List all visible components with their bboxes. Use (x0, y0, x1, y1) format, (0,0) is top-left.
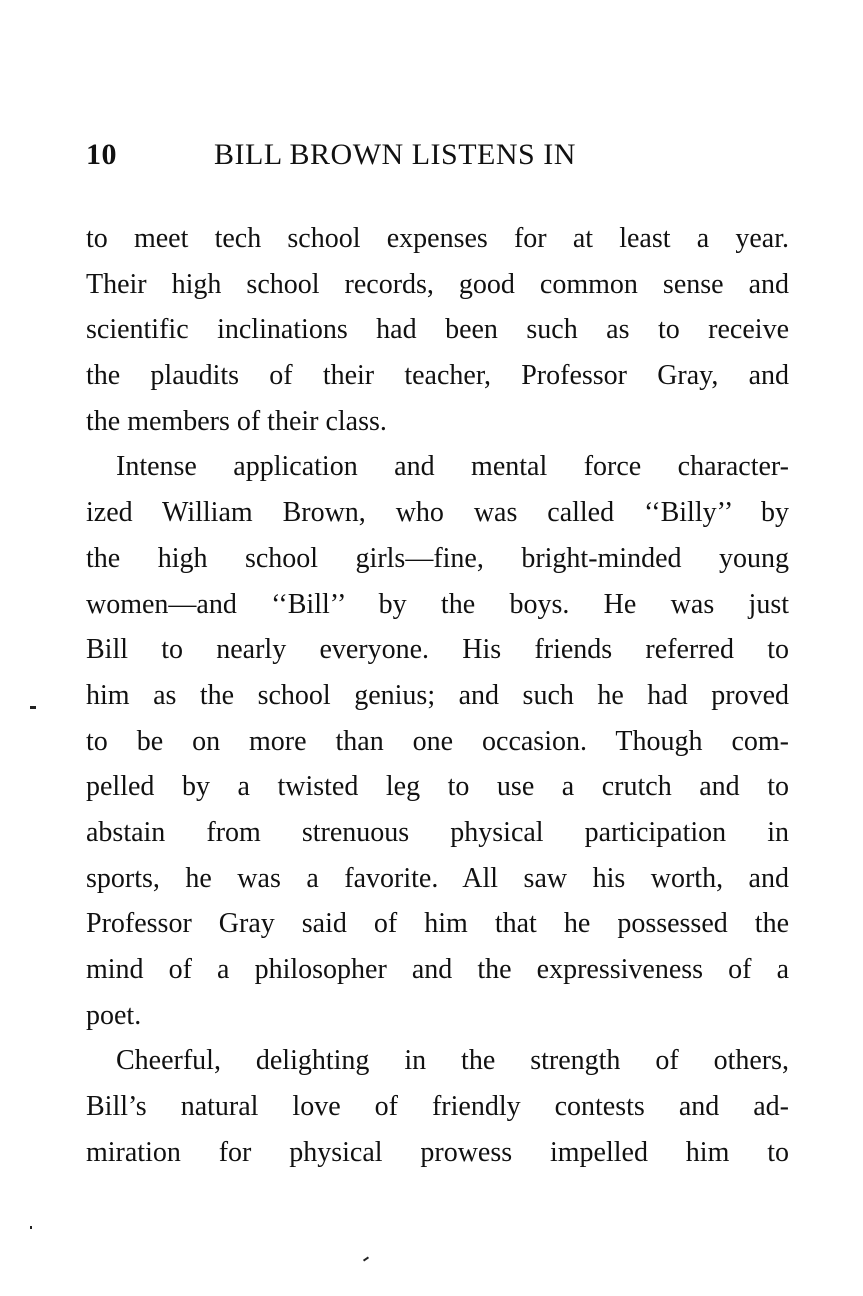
text-line: Professor Gray said of him that he possessed the (86, 908, 789, 940)
text-line: sports, he was a favorite. All saw his worth, and (86, 862, 789, 894)
text-line: miration for physical prowess impelled him to (86, 1136, 789, 1168)
text-line: the plaudits of their teacher, Professor Gray, and (86, 360, 789, 392)
text-line: the members of their class. (86, 405, 387, 437)
running-head: BILL BROWN LISTENS IN (214, 138, 576, 171)
text-line: the high school girls—fine, bright-minded young (86, 542, 789, 574)
text-line: to be on more than one occasion. Though com- (86, 725, 789, 757)
page-number: 10 (86, 138, 117, 171)
text-line: to meet tech school expenses for at least a year. (86, 223, 789, 254)
text-line: pelled by a twisted leg to use a crutch and to (86, 771, 789, 803)
text-line: ized William Brown, who was called ‘‘Billy’’ by (86, 497, 789, 529)
body-text (86, 216, 789, 1175)
scan-speck (30, 706, 36, 709)
text-line: Cheerful, delighting in the strength of others, (116, 1045, 789, 1077)
text-line: poet. (86, 999, 142, 1031)
text-line: mind of a philosopher and the expressiveness of a (86, 954, 789, 985)
scan-speck (363, 1256, 369, 1261)
text-line: women—and ‘‘Bill’’ by the boys. He was just (86, 588, 789, 620)
text-line: Bill’s natural love of friendly contests and ad- (86, 1091, 789, 1123)
scan-speck (30, 1226, 32, 1229)
text-line: abstain from strenuous physical participation in (86, 816, 789, 848)
text-line: him as the school genius; and such he had proved (86, 679, 789, 711)
text-line: Bill to nearly everyone. His friends referred to (86, 634, 789, 666)
text-line: Intense application and mental force character- (116, 451, 789, 483)
text-line: scientific inclinations had been such as to receive (86, 314, 789, 346)
page-header (86, 138, 786, 182)
text-line: Their high school records, good common sense and (86, 268, 789, 300)
